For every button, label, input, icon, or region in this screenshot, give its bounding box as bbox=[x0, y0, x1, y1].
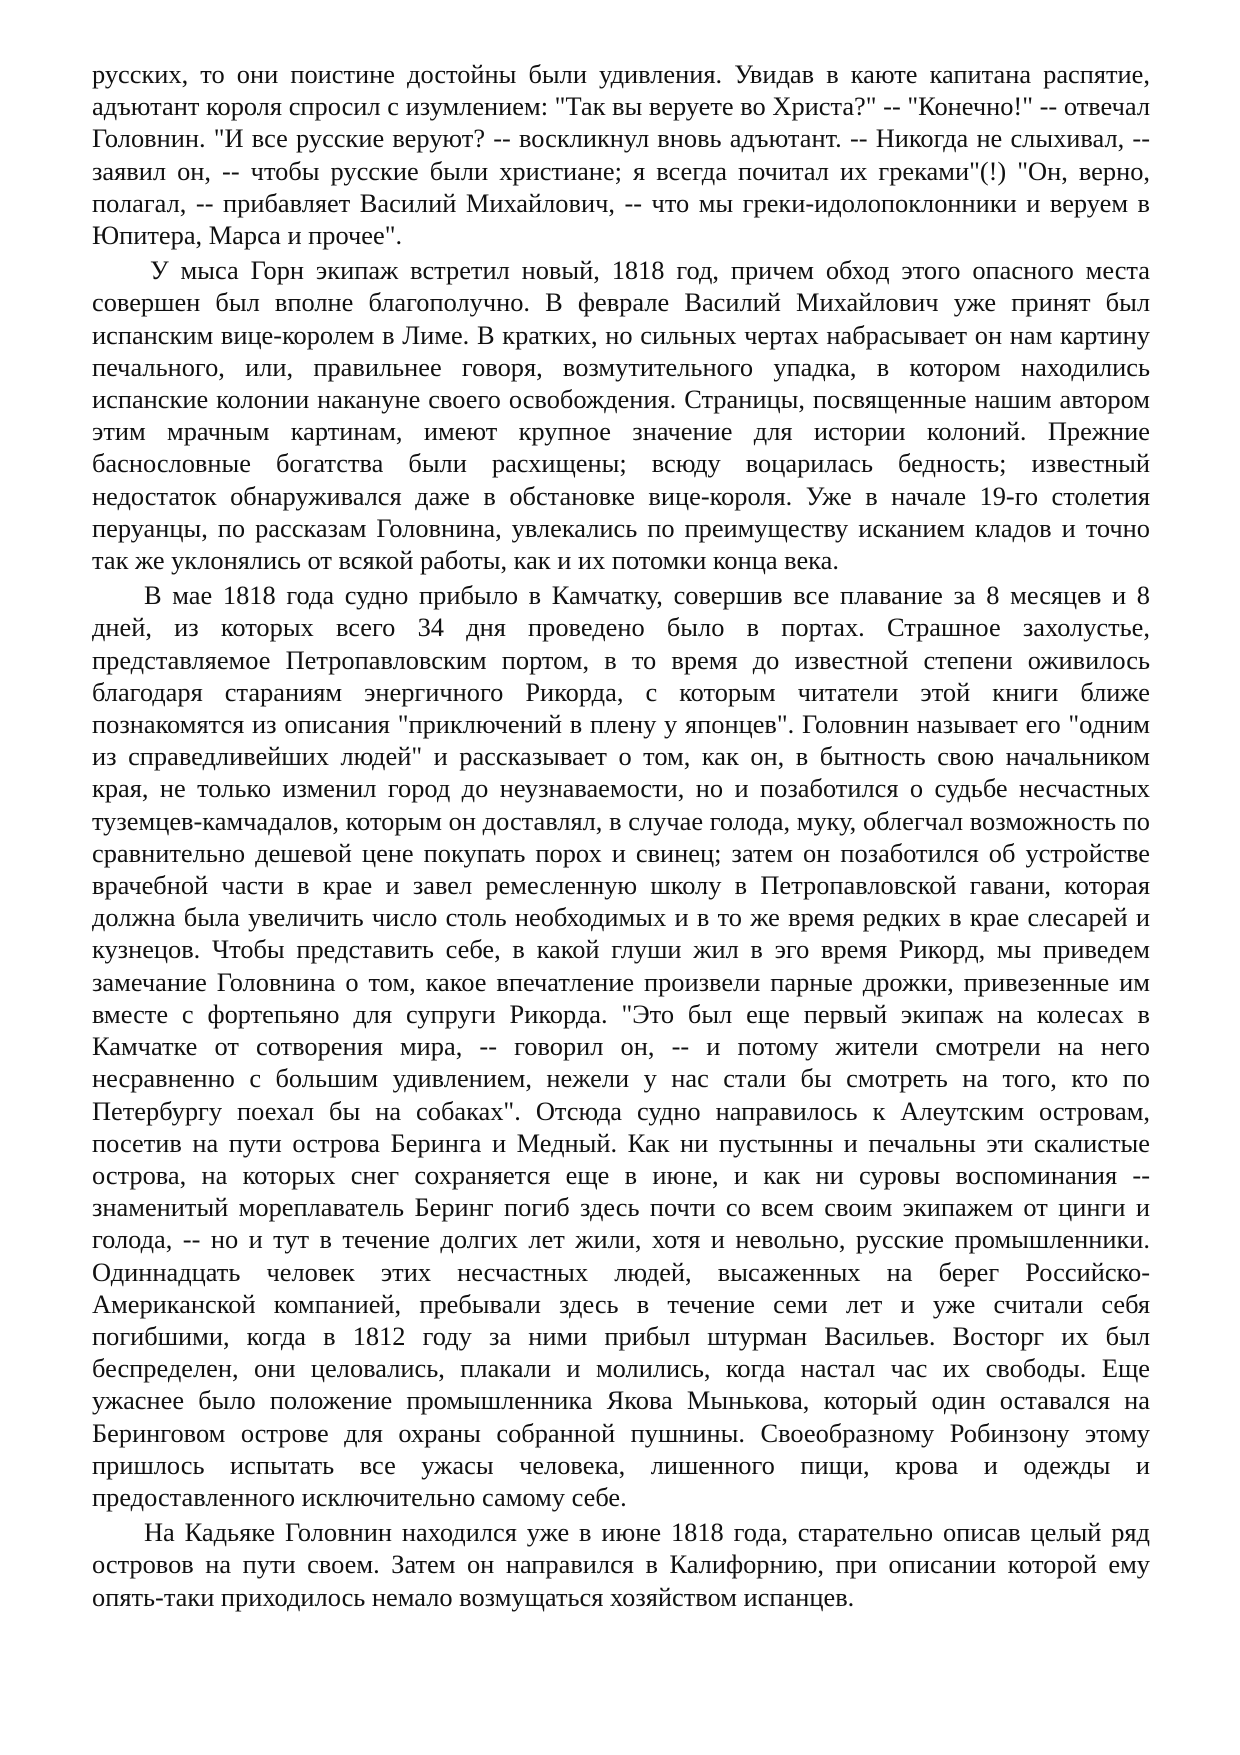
paragraph-3: В мае 1818 года судно прибыло в Камчатку, совершив все плавание за 8 месяцев и 8 дней, из которых всего 34 дня проведено было в портах. Страшное захолустье, представляемое Петропавловским портом, в то время до известной степени оживилось благодаря стараниям энергичного Рикорда, с которым читатели этой книги ближе познакомятся из описания "приключений в плену у японцев". Головнин называет его "одним из справедливейших людей" и рассказывает о том, как он, в бытность свою начальником края, не только изменил город до неузнаваемости, но и позаботился о судьбе несчастных туземцев-камчадалов, которым он доставлял, в случае голода, муку, облегчал возможность по сравнительно дешевой цене покупать порох и свинец; затем он позаботился об устройстве врачебной части в крае и завел ремесленную школу в Петропавловской гавани, которая должна была увеличить число столь необходимых и в то же время редких в крае слесарей и кузнецов. Чтобы представить себе, в какой глуши жил в эго время Рикорд, мы приведем замечание Головнина о том, какое впечатление произвели парные дрожки, привезенные им вместе с фортепьяно для супруги Рикорда. "Это был еще первый экипаж на колесах в Камчатке от сотворения мира, -- говорил он, -- и потому жители смотрели на него несравненно с большим удивлением, нежели у нас стали бы смотреть на того, кто по Петербургу поехал бы на собаках". Отсюда судно направилось к Алеутским островам, посетив на пути острова Беринга и Медный. Как ни пустынны и печальны эти скалистые острова, на которых снег сохраняется еще в июне, и как ни суровы воспоминания -- знаменитый мореплаватель Беринг погиб здесь почти со всем своим экипажем от цинги и голода, -- но и тут в течение долгих лет жили, хотя и невольно, русские промышленники. Одиннадцать человек этих несчастных людей, высаженных на берег Российско-Американской компанией, пребывали здесь в течение семи лет и уже считали себя погибшими, когда в 1812 году за ними прибыл штурман Васильев. Восторг их был беспределен, они целовались, плакали и молились, когда настал час их свободы. Еще ужаснее было положение промышленника Якова Мынькова, который один оставался на Беринговом острове для охраны собранной пушнины. Своеобразному Робинзону этому пришлось испытать все ужасы человека, лишенного пищи, крова и одежды и предоставленного исключительно самому себе. bbox=[92, 580, 1150, 1512]
paragraph-4: На Кадьяке Головнин находился уже в июне 1818 года, старательно описав целый ряд островов на пути своем. Затем он направился в Калифорнию, при описании которой ему опять-таки приходилось немало возмущаться хозяйством испанцев. bbox=[92, 1517, 1150, 1612]
document-page bbox=[92, 58, 1150, 1616]
paragraph-2: У мыса Горн экипаж встретил новый, 1818 год, причем обход этого опасного места совершен был вполне благополучно. В феврале Василий Михайлович уже принят был испанским вице-королем в Лиме. В кратких, но сильных чертах набрасывает он нам картину печального, или, правильнее говоря, возмутительного упадка, в котором находились испанские колонии накануне своего освобождения. Страницы, посвященные нашим автором этим мрачным картинам, имеют крупное значение для истории колоний. Прежние баснословные богатства были расхищены; всюду воцарилась бедность; известный недостаток обнаруживался даже в обстановке вице-короля. Уже в начале 19-го столетия перуанцы, по рассказам Головнина, увлекались по преимуществу исканием кладов и точно так же уклонялись от всякой работы, как и их потомки конца века. bbox=[92, 255, 1150, 576]
paragraph-1: русских, то они поистине достойны были удивления. Увидав в каюте капитана распятие, адъютант короля спросил с изумлением: "Так вы веруете во Христа?" -- "Конечно!" -- отвечал Головнин. "И все русские веруют? -- воскликнул вновь адъютант. -- Никогда не слыхивал, -- заявил он, -- чтобы русские были христиане; я всегда почитал их греками"(!) "Он, верно, полагал, -- прибавляет Василий Михайлович, -- что мы греки-идолопоклонники и веруем в Юпитера, Марса и прочее". bbox=[92, 59, 1150, 251]
